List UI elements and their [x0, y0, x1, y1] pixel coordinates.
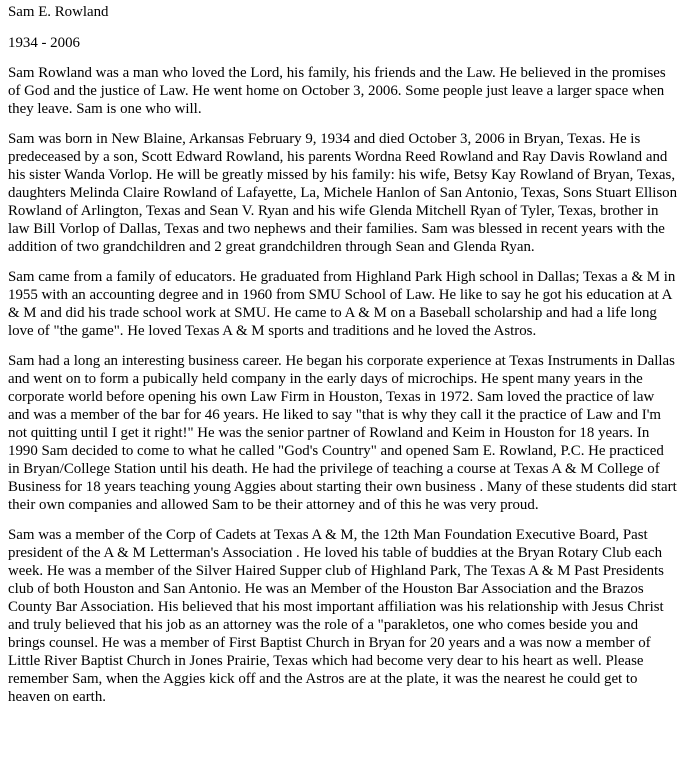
paragraph-family: Sam was born in New Blaine, Arkansas February 9, 1934 and died October 3, 2006 in Bryan, Texas. He is predeceased by a son, Scott Edward Rowland, his parents Wordna Reed Rowland and Ray Davis Rowland and his sister Wanda Vorlop. He will be greatly missed by his family: his wife, Betsy Kay Rowland of Bryan, Texas, daughters Melinda Claire Rowland of Lafayette, La, Michele Hanlon of San Antonio, Texas, Sons Stuart Ellison Rowland of Arlington, Texas and Sean V. Ryan and his wife Glenda Mitchell Ryan of Tyler, Texas, brother in law Bill Vorlop of Dallas, Texas and two nephews and their families. Sam was blessed in recent years with the addition of two grandchildren and 2 great grandchildren through Sean and Glenda Ryan.: [8, 131, 678, 255]
obituary-years: 1934 - 2006: [8, 35, 80, 51]
paragraph-intro: Sam Rowland was a man who loved the Lord, his family, his friends and the Law. He believed in the promises of God and the justice of Law. He went home on October 3, 2006. Some people just leave a larger space when they leave. Sam is one who will.: [8, 65, 666, 117]
paragraph-education: Sam came from a family of educators. He graduated from Highland Park High school in Dallas; Texas a & M in 1955 with an accounting degree and in 1960 from SMU School of Law. He like to say he got his education at A & M and did his trade school work at SMU. He came to A & M on a Baseball scholarship and had a life long love of "the game". He loved Texas A & M sports and traditions and he loved the Astros.: [8, 269, 676, 339]
obituary-name: Sam E. Rowland: [8, 4, 109, 20]
paragraph-career: Sam had a long an interesting business career. He began his corporate experience at Texas Instruments in Dallas and went on to form a pubically held company in the early days of microchips. He spent many years in the corporate world before opening his own Law Firm in Houston, Texas in 1972. Sam loved the practice of law and was a member of the bar for 46 years. He liked to say "that is why they call it the practice of Law and I'm not quitting until I get it right!" He was the senior partner of Rowland and Keim in Houston for 18 years. In 1990 Sam decided to come to what he called "God's Country" and opened Sam E. Rowland, P.C. He practiced in Bryan/College Station until his death. He had the privilege of teaching a course at Texas A & M College of Business for 18 years teaching young Aggies about starting their own business . Many of these students did start their own companies and allowed Sam to be their attorney and of this he was very proud.: [8, 353, 677, 513]
paragraph-affiliations: Sam was a member of the Corp of Cadets at Texas A & M, the 12th Man Foundation Executive Board, Past president of the A & M Letterman's Association . He loved his table of buddies at the Bryan Rotary Club each week. He was a member of the Silver Haired Supper club of Highland Park, The Texas A & M Past Presidents club of both Houston and San Antonio. He was an Member of the Houston Bar Association and the Brazos County Bar Association. His believed that his most important affiliation was his relationship with Jesus Christ and truly believed that his job as an attorney was the role of a "parakletos, one who comes beside you and brings counsel. He was a member of First Baptist Church in Bryan for 20 years and a was now a member of Little River Baptist Church in Jones Prairie, Texas which had become very dear to his heart as well. Please remember Sam, when the Aggies kick off and the Astros are at the plate, it was the nearest he could get to heaven on earth.: [8, 527, 664, 705]
